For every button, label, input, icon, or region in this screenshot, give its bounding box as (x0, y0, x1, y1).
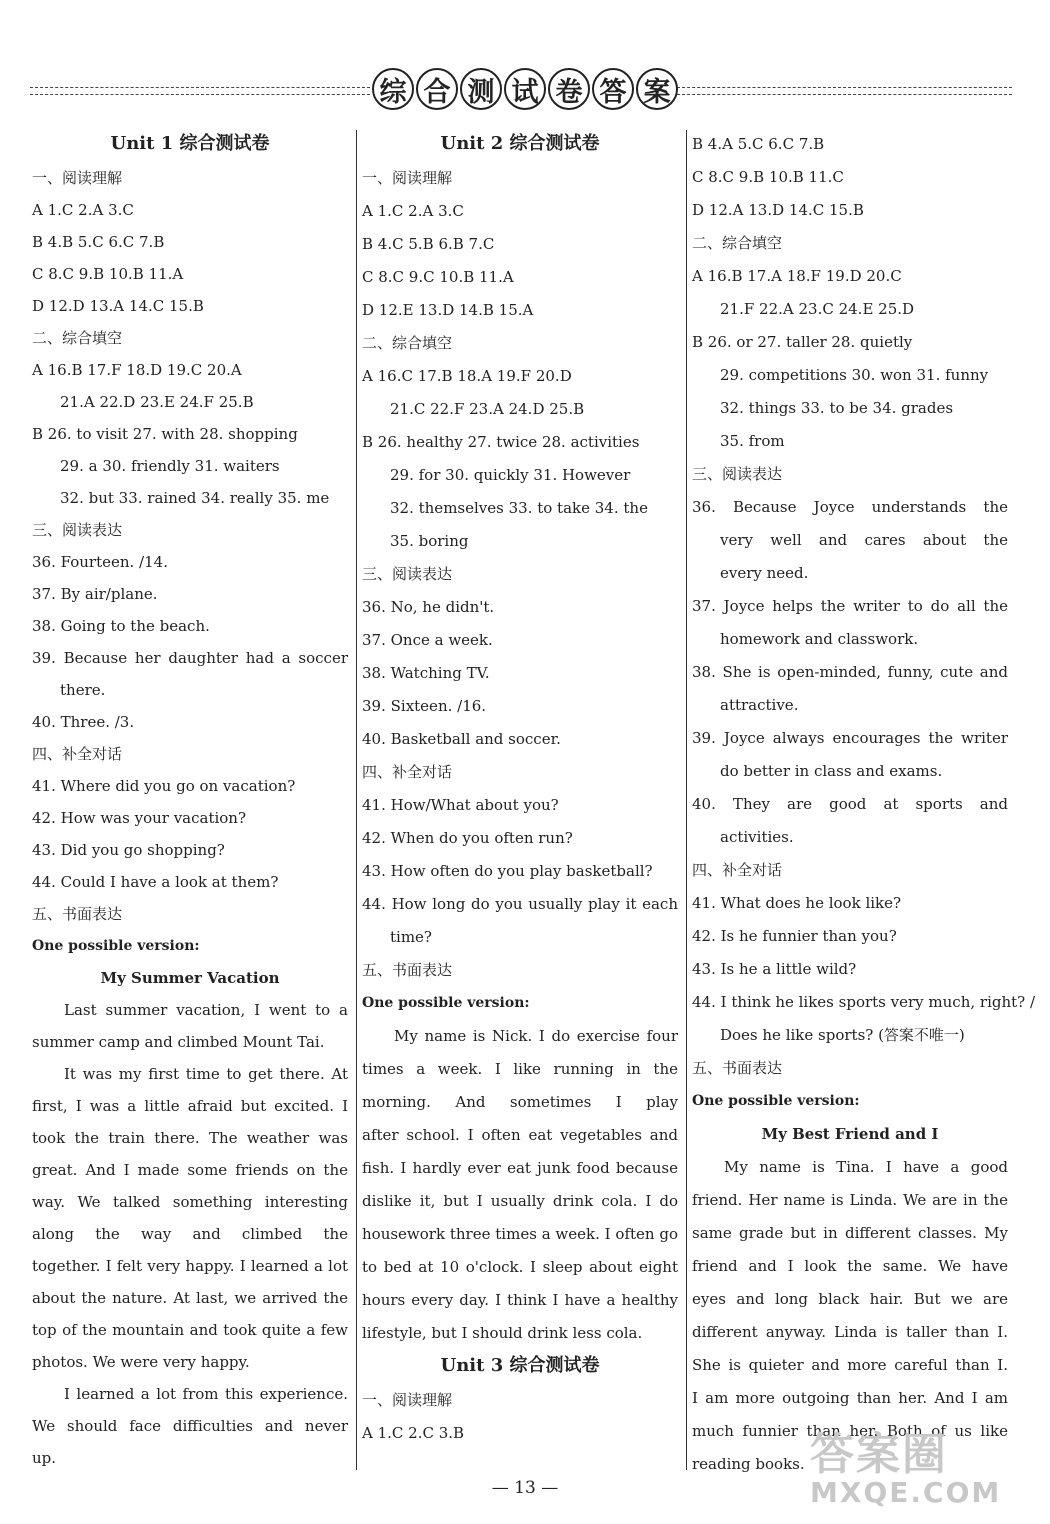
page-number: — 13 — (491, 1478, 559, 1498)
answer-line: 39. Because her daughter had a soccer (32, 649, 348, 667)
answer-line: 32. but 33. rained 34. really 35. me (60, 489, 330, 507)
answer-line: 40. They are good at sports and (692, 795, 1008, 813)
header-title-char: 合 (416, 68, 458, 110)
answer-line: much funnier than her. Both of us like (692, 1422, 1008, 1440)
answer-line: 43. How often do you play basketball? (362, 862, 653, 880)
answer-line: 39. Joyce always encourages the writer (692, 729, 1008, 747)
answer-line: 29. a 30. friendly 31. waiters (60, 457, 280, 475)
unit-title: Unit 1 综合测试卷 (110, 133, 270, 154)
answer-line: A 16.C 17.B 18.A 19.F 20.D (362, 367, 572, 385)
answer-line: dislike it, but I usually drink cola. I do (362, 1192, 678, 1210)
header-rule-right (672, 87, 1012, 95)
answer-line: 36. Because Joyce understands the (692, 498, 1008, 516)
answer-line: same grade but in different classes. My (692, 1224, 1008, 1242)
answer-line: about the nature. At last, we arrived the (32, 1289, 348, 1307)
answer-line: housework three times a week. I often go (362, 1225, 678, 1243)
section-header (30, 60, 1012, 120)
watermark-url: MXQE.COM (810, 1476, 1002, 1509)
answer-line: summer camp and climbed Mount Tai. (32, 1033, 325, 1051)
answer-line: D 12.E 13.D 14.B 15.A (362, 301, 534, 319)
answer-line: way. We talked something interesting (32, 1193, 348, 1211)
answer-line: eyes and long black hair. But we are (692, 1290, 1008, 1308)
answer-line: A 1.C 2.A 3.C (362, 202, 464, 220)
answer-line: 41. What does he look like? (692, 894, 902, 912)
answer-line: 39. Sixteen. /16. (362, 697, 487, 715)
answer-line: B 4.A 5.C 6.C 7.B (692, 135, 825, 153)
section-heading: 五、书面表达 (692, 1059, 783, 1077)
answer-line: 29. competitions 30. won 31. funny (720, 366, 989, 384)
header-title-char: 案 (636, 68, 678, 110)
answer-line: up. (32, 1449, 57, 1467)
answer-line: She is quieter and more careful than I. (692, 1356, 1008, 1374)
section-heading: 二、综合填空 (32, 329, 123, 347)
answer-line: 21.F 22.A 23.C 24.E 25.D (720, 300, 915, 318)
answer-line: 43. Did you go shopping? (32, 841, 225, 859)
watermark-text: 答案圈 (810, 1429, 948, 1480)
header-title-char: 答 (592, 68, 634, 110)
essay-line: I learned a lot from this experience. (64, 1385, 348, 1403)
answer-line: B 4.C 5.B 6.B 7.C (362, 235, 495, 253)
answer-line: first, I was a little afraid but excited. I (32, 1097, 348, 1115)
header-title-char: 测 (460, 68, 502, 110)
answer-line: friend. Her name is Linda. We are in the (692, 1191, 1008, 1209)
answer-line: morning. And sometimes I play (362, 1093, 678, 1111)
answer-line: 21.A 22.D 23.E 24.F 25.B (60, 393, 254, 411)
answer-line: different anyway. Linda is taller than I. (692, 1323, 1008, 1341)
answer-line: 21.C 22.F 23.A 24.D 25.B (390, 400, 585, 418)
answer-line: 44. How long do you usually play it each (362, 895, 678, 913)
answer-line: 42. How was your vacation? (32, 809, 247, 827)
answer-line: B 26. or 27. taller 28. quietly (692, 333, 913, 351)
answer-line: 44. I think he likes sports very much, right? / (692, 993, 1036, 1011)
answer-line: 37. Once a week. (362, 631, 493, 649)
answer-line: D 12.A 13.D 14.C 15.B (692, 201, 864, 219)
unit-title: Unit 2 综合测试卷 (440, 133, 600, 154)
answer-line: B 4.B 5.C 6.C 7.B (32, 233, 165, 251)
answer-line: fish. I hardly ever eat junk food because (362, 1159, 678, 1177)
answer-line: activities. (720, 828, 794, 846)
answer-line: 40. Basketball and soccer. (362, 730, 561, 748)
answer-line: 38. Going to the beach. (32, 617, 210, 635)
answer-line: 40. Three. /3. (32, 713, 135, 731)
header-title (372, 68, 678, 110)
answer-line: attractive. (720, 696, 799, 714)
section-heading: 四、补全对话 (362, 763, 453, 781)
answer-line: top of the mountain and took quite a few (32, 1321, 348, 1339)
column-divider (686, 130, 687, 1470)
answer-line: C 8.C 9.B 10.B 11.C (692, 168, 844, 186)
answer-line: to bed at 10 o'clock. I sleep about eight (362, 1258, 678, 1276)
answer-line: lifestyle, but I should drink less cola. (362, 1324, 643, 1342)
section-heading: 三、阅读表达 (692, 465, 783, 483)
version-label: One possible version: (362, 995, 530, 1011)
essay-line: It was my first time to get there. At (64, 1065, 348, 1083)
section-heading: 四、补全对话 (32, 745, 123, 763)
answer-line: friend and I look the same. We have (692, 1257, 1008, 1275)
section-heading: 二、综合填空 (362, 334, 453, 352)
header-title-char: 综 (372, 68, 414, 110)
answer-line: after school. I often eat vegetables and (362, 1126, 678, 1144)
column-unit-1 (32, 128, 348, 1474)
section-heading: 二、综合填空 (692, 234, 783, 252)
section-heading: 一、阅读理解 (32, 169, 123, 187)
answer-line: 35. from (720, 432, 785, 450)
section-heading: 一、阅读理解 (362, 1391, 453, 1409)
answer-line: 29. for 30. quickly 31. However (390, 466, 631, 484)
answer-line: together. I felt very happy. I learned a lot (32, 1257, 348, 1275)
answer-line: time? (390, 928, 432, 946)
answer-line: 37. By air/plane. (32, 585, 158, 603)
header-title-char: 试 (504, 68, 546, 110)
answer-line: do better in class and exams. (720, 762, 943, 780)
answer-line: 41. Where did you go on vacation? (32, 777, 296, 795)
section-heading: 五、书面表达 (32, 905, 123, 923)
header-title-char: 卷 (548, 68, 590, 110)
answer-line: B 26. to visit 27. with 28. shopping (32, 425, 298, 443)
answer-line: B 26. healthy 27. twice 28. activities (362, 433, 640, 451)
answer-line: A 16.B 17.A 18.F 19.D 20.C (692, 267, 902, 285)
column-divider (356, 130, 357, 1470)
answer-line: 44. Could I have a look at them? (32, 873, 279, 891)
answer-line: 36. No, he didn't. (362, 598, 495, 616)
answer-line: hours every day. I think I have a healthy (362, 1291, 678, 1309)
section-heading: 三、阅读表达 (32, 521, 123, 539)
column-unit-2 (362, 128, 678, 1450)
answer-line: 36. Fourteen. /14. (32, 553, 168, 571)
answer-line: 32. themselves 33. to take 34. the (390, 499, 648, 517)
essay-title: My Summer Vacation (100, 969, 280, 987)
essay-title: My Best Friend and I (761, 1125, 939, 1143)
answer-line: 41. How/What about you? (362, 796, 559, 814)
answer-line: 38. Watching TV. (362, 664, 490, 682)
answer-line: I am more outgoing than her. And I am (692, 1389, 1008, 1407)
answer-line: every need. (720, 564, 809, 582)
answer-line: 43. Is he a little wild? (692, 960, 857, 978)
column-unit-3 (692, 128, 1036, 1481)
answer-line: Does he like sports? (答案不唯一) (720, 1026, 965, 1044)
answer-line: 42. Is he funnier than you? (692, 927, 897, 945)
answer-line: along the way and climbed the (32, 1225, 348, 1243)
unit-title: Unit 3 综合测试卷 (440, 1355, 600, 1376)
answer-line: homework and classwork. (720, 630, 919, 648)
answer-line: 35. boring (390, 532, 469, 550)
essay-line: My name is Nick. I do exercise four (394, 1027, 678, 1045)
essay-line: My name is Tina. I have a good (724, 1158, 1008, 1176)
answer-line: photos. We were very happy. (32, 1353, 250, 1371)
header-rule-left (30, 87, 370, 95)
answer-line: 37. Joyce helps the writer to do all the (692, 597, 1008, 615)
answer-line: great. And I made some friends on the (32, 1161, 348, 1179)
answer-line: A 1.C 2.C 3.B (362, 1424, 465, 1442)
version-label: One possible version: (32, 938, 200, 954)
section-heading: 四、补全对话 (692, 861, 783, 879)
answer-line: reading books. (692, 1455, 805, 1473)
answer-line: took the train there. The weather was (32, 1129, 348, 1147)
answer-line: A 16.B 17.F 18.D 19.C 20.A (32, 361, 242, 379)
watermark-logo (810, 1418, 1010, 1508)
answer-line: 32. things 33. to be 34. grades (720, 399, 954, 417)
section-heading: 一、阅读理解 (362, 169, 453, 187)
answer-line: there. (60, 681, 106, 699)
answer-line: C 8.C 9.C 10.B 11.A (362, 268, 514, 286)
answer-line: A 1.C 2.A 3.C (32, 201, 134, 219)
section-heading: 三、阅读表达 (362, 565, 453, 583)
answer-line: 38. She is open-minded, funny, cute and (692, 663, 1008, 681)
answer-line: times a week. I like running in the (362, 1060, 678, 1078)
section-heading: 五、书面表达 (362, 961, 453, 979)
answer-line: 42. When do you often run? (362, 829, 573, 847)
answer-line: D 12.D 13.A 14.C 15.B (32, 297, 204, 315)
essay-line: Last summer vacation, I went to a (64, 1001, 348, 1019)
answer-line: C 8.C 9.B 10.B 11.A (32, 265, 184, 283)
answer-line: very well and cares about the (720, 531, 1008, 549)
version-label: One possible version: (692, 1093, 860, 1109)
answer-line: We should face difficulties and never (32, 1417, 348, 1435)
